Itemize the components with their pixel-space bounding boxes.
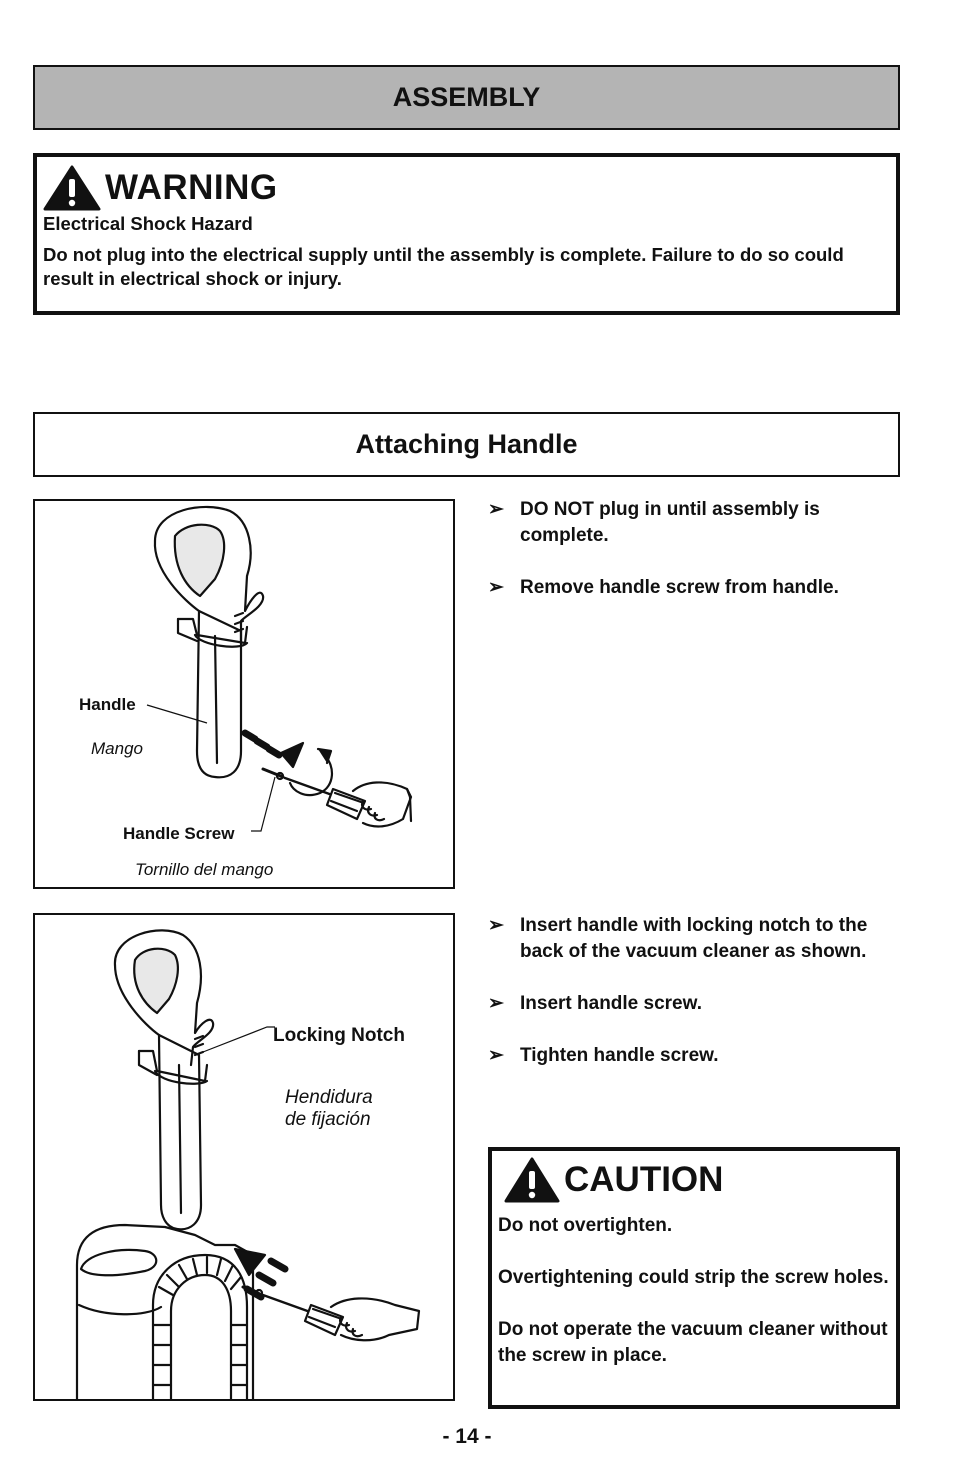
step-text: Insert handle screw. [520,993,702,1014]
handle-screw-label: Handle Screw [123,824,235,843]
handle-screw-label-spanish: Tornillo del mango [135,860,274,879]
locking-notch-label-spanish-2: de fijación [285,1109,371,1130]
vacuum-illustration [35,915,453,1399]
caution-box [488,1147,900,1409]
step-item [488,991,898,1017]
step-item [488,497,898,549]
warning-title: WARNING [105,168,278,207]
locking-notch-label: Locking Notch [273,1025,405,1046]
warning-box [33,153,900,315]
step-item [488,1043,898,1069]
figure-remove-screw [33,499,455,889]
steps-insert-handle [488,913,898,1095]
handle-illustration [35,501,453,887]
step-text: DO NOT plug in until assembly is complete. [520,499,820,546]
caution-line: Do not operate the vacuum cleaner without the screw in place. [498,1319,888,1366]
caution-triangle-icon [504,1157,560,1203]
bullet-arrow-icon: ➢ [488,1045,504,1066]
subsection-title: Attaching Handle [33,412,900,477]
step-text: Insert handle with locking notch to the back of the vacuum cleaner as shown. [520,915,868,962]
steps-remove-screw [488,497,898,627]
step-item [488,575,898,601]
warning-subtitle: Electrical Shock Hazard [43,213,253,234]
caution-line: Do not overtighten. [498,1215,673,1236]
bullet-arrow-icon: ➢ [488,577,504,598]
handle-label-spanish: Mango [91,739,143,758]
warning-title-row [43,165,890,211]
caution-title: CAUTION [564,1160,724,1199]
step-text: Tighten handle screw. [520,1045,719,1066]
section-title: ASSEMBLY [33,65,900,130]
caution-line: Overtightening could strip the screw holes. [498,1267,889,1288]
warning-triangle-icon [43,165,101,211]
page-number: - 14 - [442,1425,492,1448]
step-item [488,913,898,965]
warning-body: Do not plug into the electrical supply until the assembly is complete. Failure to do so could result in electrical shock or injury. [43,244,844,289]
locking-notch-label-spanish-1: Hendidura [285,1087,373,1108]
figure-insert-handle [33,913,455,1401]
bullet-arrow-icon: ➢ [488,499,504,520]
bullet-arrow-icon: ➢ [488,993,504,1014]
step-text: Remove handle screw from handle. [520,577,839,598]
bullet-arrow-icon: ➢ [488,915,504,936]
handle-label: Handle [79,695,136,714]
caution-title-row [504,1157,890,1203]
